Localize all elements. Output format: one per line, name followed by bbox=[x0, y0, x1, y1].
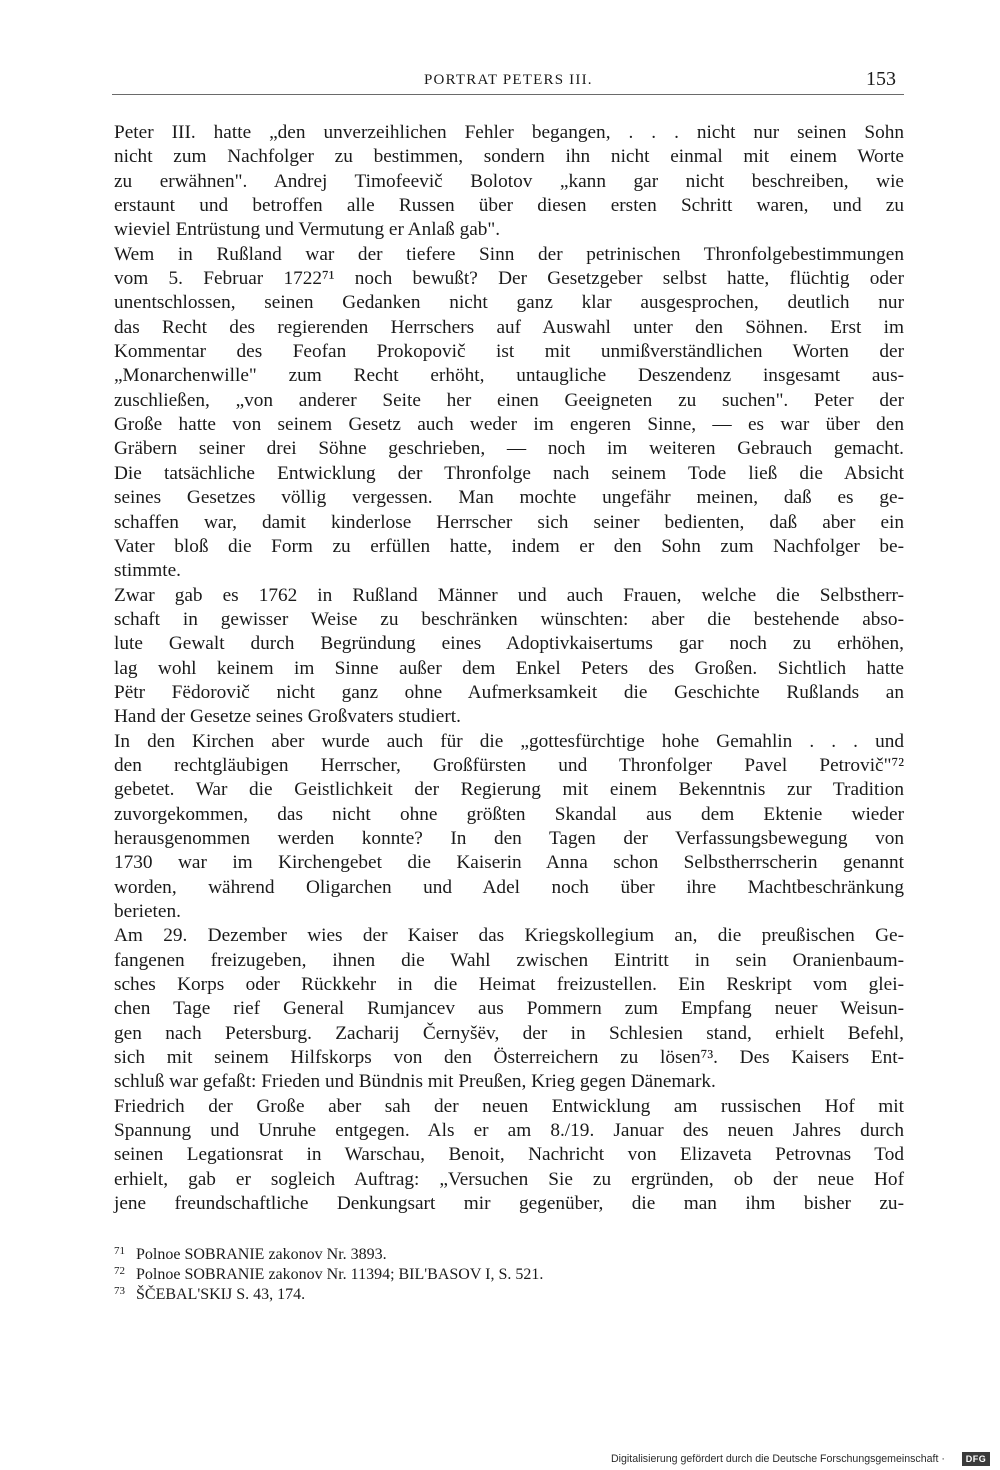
footnote bbox=[114, 1241, 904, 1261]
text-line: erhielt, gab er sogleich Auftrag: „Versuchen Sie zu ergründen, ob der neue Hof bbox=[114, 1168, 904, 1190]
text-line: berieten. bbox=[114, 901, 181, 922]
footnote-number: 72 bbox=[114, 1265, 125, 1277]
text-line: lag wohl keinem im Sinne außer dem Enkel Peters des Großen. Sichtlich hatte bbox=[114, 657, 904, 679]
text-line: sich mit seinem Hilfskorps von den Österreichern zu lösen⁷³. Des Kaisers Ent- bbox=[114, 1047, 904, 1069]
text-line: In den Kirchen aber wurde auch für die „gottesfürchtige hohe Gemahlin . . . und bbox=[114, 730, 904, 752]
text-line: herausgenommen werden konnte? In den Tagen der Verfassungsbewegung von bbox=[114, 827, 904, 849]
text-line: zu erwähnen". Andrej Timofeevič Bolotov „kann gar nicht beschreiben, wie bbox=[114, 170, 904, 192]
text-line: erstaunt und betroffen alle Russen über diesen ersten Schritt waren, und zu bbox=[114, 195, 904, 217]
text-line: schaft in gewisser Weise zu beschränken wünschten: aber die bestehende abso- bbox=[114, 608, 904, 630]
text-line: stimmte. bbox=[114, 560, 181, 582]
running-header bbox=[0, 68, 1000, 94]
text-line: jene freundschaftliche Denkungsart mir gegenüber, die man ihm bisher zu- bbox=[114, 1193, 904, 1215]
footnote-number: 73 bbox=[114, 1285, 125, 1297]
text-line: seines Gesetzes völlig vergessen. Man mochte ungefähr meinen, daß es ge- bbox=[114, 487, 904, 509]
text-line: Pëtr Fëdorovič nicht ganz ohne Aufmerksamkeit die Geschichte Rußlands an bbox=[114, 681, 904, 703]
dfg-logo-icon: DFG bbox=[962, 1452, 990, 1466]
page-number: 153 bbox=[866, 68, 896, 90]
text-line: zuschließen, „von anderer Seite her einen Geeigneten zu suchen". Peter der bbox=[114, 389, 904, 411]
footnote bbox=[114, 1261, 904, 1281]
text-line: nicht zum Nachfolger zu bestimmen, sondern ihn nicht einmal mit einem Worte bbox=[114, 146, 904, 168]
text-line: worden, während Oligarchen und Adel noch über ihre Machtbeschränkung bbox=[114, 876, 904, 898]
text-line: 1730 war im Kirchengebet die Kaiserin Anna schon Selbstherrscherin genannt bbox=[114, 852, 904, 874]
footnotes bbox=[114, 1241, 904, 1301]
footnote-text: Polnoe SOBRANIE zakonov Nr. 3893. bbox=[136, 1246, 387, 1263]
text-line: Peter III. hatte „den unverzeihlichen Fehler begangen, . . . nicht nur seinen Sohn bbox=[114, 122, 904, 143]
running-title: PORTRAT PETERS III. bbox=[424, 72, 593, 88]
body-text bbox=[114, 121, 904, 1216]
text-line: lute Gewalt durch Begründung eines Adoptivkaisertums gar noch zu erhöhen, bbox=[114, 633, 904, 655]
text-line: Gräbern seiner drei Söhne geschrieben, — noch im weiteren Gebrauch gemacht. bbox=[114, 438, 904, 460]
text-line: Die tatsächliche Entwicklung der Thronfolge nach seinem Tode ließ die Absicht bbox=[114, 462, 904, 484]
text-line: schluß war gefaßt: Frieden und Bündnis mit Preußen, Krieg gegen Dänemark. bbox=[114, 1071, 716, 1093]
text-line: Wem in Rußland war der tiefere Sinn der petrinischen Thronfolgebestimmungen bbox=[114, 243, 904, 265]
digitization-credit: Digitalisierung gefördert durch die Deutsche Forschungsgemeinschaft · bbox=[611, 1453, 945, 1465]
text-line: Vater bloß die Form zu erfüllen hatte, indem er den Sohn zum Nachfolger be- bbox=[114, 535, 904, 557]
text-line: seinen Legationsrat in Warschau, Benoit, Nachricht von Elizaveta Petrovnas Tod bbox=[114, 1144, 904, 1166]
text-line: sches Korps oder Rückkehr in die Heimat freizustellen. Ein Reskript vom glei- bbox=[114, 974, 904, 996]
text-line: fangenen freizugeben, ihnen die Wahl zwischen Eintritt in sein Oranienbaum- bbox=[114, 949, 904, 971]
text-line: das Recht des regierenden Herrschers auf Auswahl unter den Söhnen. Erst im bbox=[114, 316, 904, 338]
text-line: gebetet. War die Geistlichkeit der Regierung mit einem Bekenntnis zur Tradition bbox=[114, 779, 904, 801]
text-line: „Monarchenwille" zum Recht erhöht, untaugliche Deszendenz insgesamt aus- bbox=[114, 365, 904, 387]
text-line: Große hatte von seinem Gesetz auch weder im engeren Sinne, — es war über den bbox=[114, 414, 904, 436]
footnote-text: ŠČEBAL'SKIJ S. 43, 174. bbox=[136, 1286, 306, 1303]
text-line: zuvorgekommen, das nicht ohne größten Skandal aus dem Ektenie wieder bbox=[114, 803, 904, 825]
text-line: gen nach Petersburg. Zacharij Černyšëv, der in Schlesien stand, erhielt Befehl, bbox=[114, 1022, 904, 1044]
text-line: Spannung und Unruhe entgegen. Als er am 8./19. Januar des neuen Jahres durch bbox=[114, 1120, 904, 1142]
text-line: Am 29. Dezember wies der Kaiser das Kriegskollegium an, die preußischen Ge- bbox=[114, 925, 904, 947]
text-line: chen Tage rief General Rumjancev aus Pommern zum Empfang neuer Weisun- bbox=[114, 998, 904, 1020]
text-line: wieviel Entrüstung und Vermutung er Anlaß gab". bbox=[114, 219, 501, 241]
text-line: Hand der Gesetze seines Großvaters studiert. bbox=[114, 706, 461, 728]
text-line: Friedrich der Große aber sah der neuen Entwicklung am russischen Hof mit bbox=[114, 1095, 904, 1117]
text-line: Zwar gab es 1762 in Rußland Männer und auch Frauen, welche die Selbstherr- bbox=[114, 584, 904, 606]
footnote bbox=[114, 1281, 904, 1301]
text-line: Kommentar des Feofan Prokopovič ist mit unmißverständlichen Worten der bbox=[114, 341, 904, 363]
text-line: vom 5. Februar 1722⁷¹ noch bewußt? Der Gesetzgeber selbst hatte, flüchtig oder bbox=[114, 268, 904, 290]
header-rule bbox=[112, 94, 904, 95]
footnote-number: 71 bbox=[114, 1245, 125, 1257]
text-line: den rechtgläubigen Herrscher, Großfürsten und Thronfolger Pavel Petrovič"⁷² bbox=[114, 754, 904, 776]
text-line: unentschlossen, seinen Gedanken nicht ganz klar ausgesprochen, deutlich nur bbox=[114, 292, 904, 314]
text-line: schaffen war, damit kinderlose Herrscher sich seiner bedienten, daß aber ein bbox=[114, 511, 904, 533]
footnote-text: Polnoe SOBRANIE zakonov Nr. 11394; BIL'BASOV I, S. 521. bbox=[136, 1266, 544, 1283]
